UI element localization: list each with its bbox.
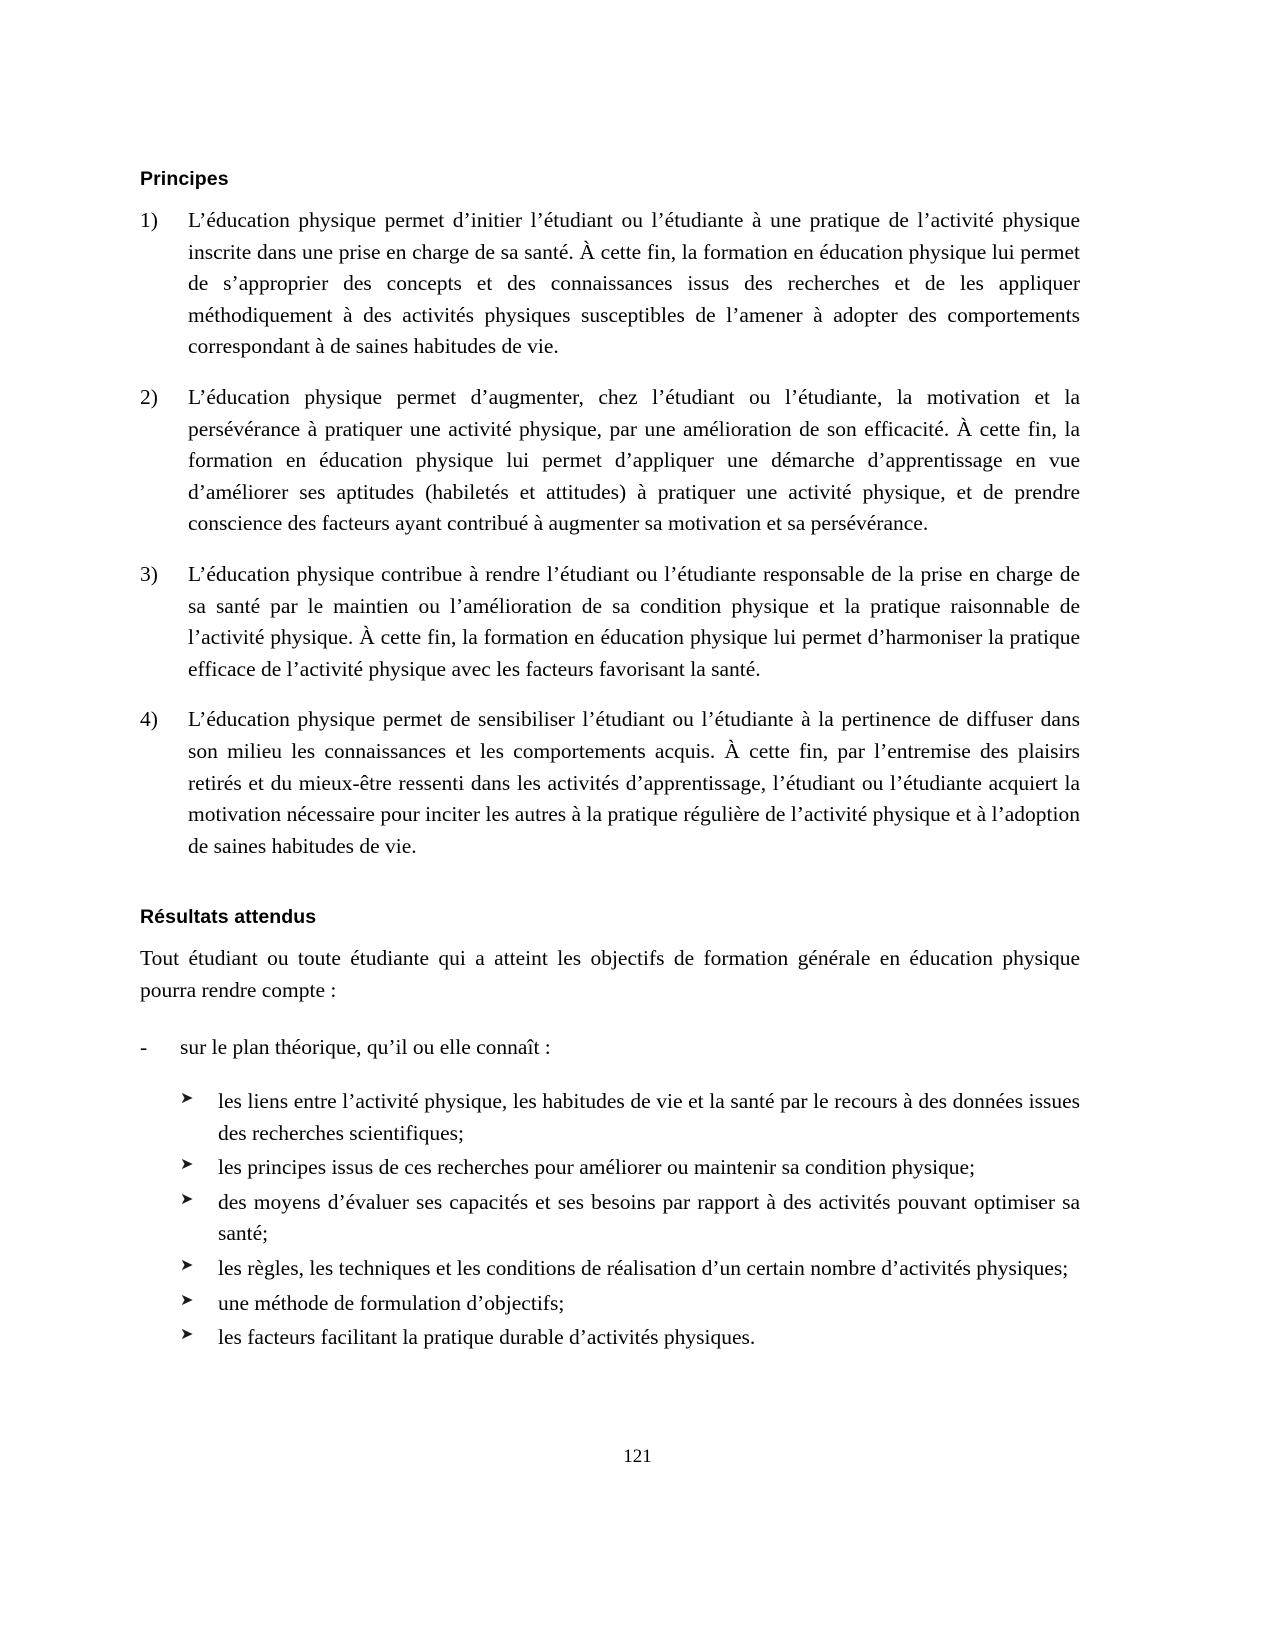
list-item-text: L’éducation physique permet d’initier l’étudiant ou l’étudiante à une pratique de l’activité physique inscrite dans une prise en charge de sa santé. À cette fin, la formation en éducation physique lui permet de s’approprier des concepts et des connaissances issus des recherches et de les appliquer méthodiquement à des activités physiques susceptibles de l’amener à adopter des comportements correspondant à de saines habitudes de vie. bbox=[188, 208, 1080, 359]
list-marker: 4) bbox=[140, 707, 158, 732]
list-marker: 3) bbox=[140, 561, 158, 586]
list-item bbox=[180, 1322, 1080, 1354]
arrow-bullet-icon: ➤ bbox=[180, 1190, 194, 1208]
list-item-text: les règles, les techniques et les conditions de réalisation d’un certain nombre d’activités physiques; bbox=[218, 1256, 1069, 1281]
list-item-text: sur le plan théorique, qu’il ou elle connaît : bbox=[180, 1035, 551, 1060]
list-item bbox=[140, 382, 1080, 540]
section-heading-resultats-attendus: Résultats attendus bbox=[140, 906, 317, 929]
page-content bbox=[140, 168, 1080, 1357]
page-number: 121 bbox=[623, 1446, 652, 1467]
arrow-bullet-icon: ➤ bbox=[180, 1257, 194, 1275]
list-item-text: L’éducation physique permet de sensibiliser l’étudiant ou l’étudiante à la pertinence de diffuser dans son milieu les connaissances et les comportements acquis. À cette fin, par l’entremise des plaisirs retirés et du mieux-être ressenti dans les activités d’apprentissage, l’étudiant ou l’étudiante acquiert la motivation nécessaire pour inciter les autres à la pratique régulière de l’activité physique et à l’adoption de saines habitudes de vie. bbox=[188, 707, 1080, 858]
list-item-text: les principes issus de ces recherches pour améliorer ou maintenir sa condition physique; bbox=[218, 1155, 976, 1180]
list-item-text: une méthode de formulation d’objectifs; bbox=[218, 1290, 565, 1315]
list-item bbox=[140, 559, 1080, 685]
list-item-text: les liens entre l’activité physique, les habitudes de vie et la santé par le recours à des données issues des recherches scientifiques; bbox=[218, 1089, 1080, 1145]
arrow-bullet-icon: ➤ bbox=[180, 1090, 194, 1108]
dash-bullet: - bbox=[140, 1035, 148, 1060]
list-item-text: des moyens d’évaluer ses capacités et ses besoins par rapport à des activités pouvant optimiser sa santé; bbox=[218, 1189, 1080, 1246]
list-item bbox=[180, 1152, 1080, 1184]
list-item bbox=[140, 205, 1080, 363]
principes-list bbox=[140, 205, 1080, 862]
section-heading-principes: Principes bbox=[140, 168, 229, 190]
list-marker: 2) bbox=[140, 384, 158, 409]
arrow-bullet-icon: ➤ bbox=[180, 1156, 194, 1174]
list-item-text: les facteurs facilitant la pratique durable d’activités physiques. bbox=[218, 1325, 756, 1350]
list-item bbox=[140, 1032, 1080, 1064]
list-item bbox=[180, 1187, 1080, 1250]
arrow-bullet-icon: ➤ bbox=[180, 1326, 194, 1344]
list-item bbox=[180, 1086, 1080, 1149]
list-marker: 1) bbox=[140, 208, 158, 232]
theorique-arrow-list bbox=[140, 1086, 1080, 1354]
arrow-bullet-icon: ➤ bbox=[180, 1291, 194, 1309]
theorique-dash-list bbox=[140, 1032, 1080, 1064]
list-item-text: L’éducation physique contribue à rendre l’étudiant ou l’étudiante responsable de la prise en charge de sa santé par le maintien ou l’amélioration de sa condition physique et la pratique raisonnable de l’activité physique. À cette fin, la formation en éducation physique lui permet d’harmoniser la pratique efficace de l’activité physique avec les facteurs favorisant la santé. bbox=[188, 561, 1080, 681]
resultats-intro-paragraph: Tout étudiant ou toute étudiante qui a atteint les objectifs de formation générale en éducation physique pourra rendre compte : bbox=[140, 946, 1080, 1002]
list-item-text: L’éducation physique permet d’augmenter, chez l’étudiant ou l’étudiante, la motivation et la persévérance à pratiquer une activité physique, par une amélioration de son efficacité. À cette fin, la formation en éducation physique lui permet d’appliquer une démarche d’apprentissage en vue d’améliorer ses aptitudes (habiletés et attitudes) à pratiquer une activité physique, et de prendre conscience des facteurs ayant contribué à augmenter sa motivation et sa persévérance. bbox=[188, 384, 1080, 536]
list-item bbox=[180, 1288, 1080, 1320]
list-item bbox=[180, 1253, 1080, 1285]
list-item bbox=[140, 704, 1080, 862]
